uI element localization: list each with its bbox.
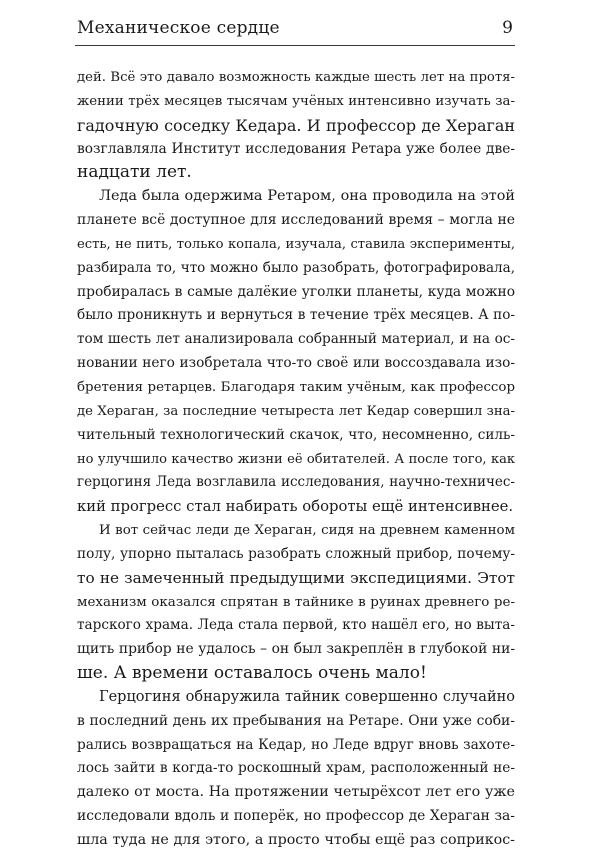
- text-line: чительный технологический скачок, что, несомненно, силь-: [77, 426, 515, 443]
- running-title: Механическое сердце: [77, 18, 280, 38]
- text-line: возглавляла Институт исследования Ретара уже более две-: [77, 140, 515, 157]
- text-line: дей. Всё это давало возможность каждые шесть лет на протя-: [77, 70, 515, 85]
- text-line: в последний день их пребывания на Ретаре. Они уже соби-: [77, 712, 515, 729]
- text-line: герцогиня Леда возглавила исследования, научно-техничес-: [77, 474, 515, 491]
- header-rule: [75, 45, 515, 46]
- text-line: рались возвращаться на Кедар, но Леде вдруг вновь захоте-: [77, 736, 515, 753]
- text-line: новании него изобретала что-то своё или воссоздавала изо-: [77, 355, 515, 372]
- text-line: полу, упорно пыталась разобрать сложный прибор, почему-: [77, 545, 515, 562]
- text-line: ше. А времени оставалось очень мало!: [77, 663, 427, 684]
- text-line: том шесть лет анализировала собранный материал, и на ос-: [77, 331, 515, 348]
- text-line: то не замеченный предыдущими экспедициями. Этот: [77, 568, 515, 587]
- paragraph-first-line: И вот сейчас леди де Хераган, сидя на древнем каменном: [99, 523, 515, 539]
- text-line: разбирала то, что можно было разобрать, фотографировала,: [77, 259, 515, 276]
- text-line: шла туда не для этого, а просто чтобы ещё раз соприкос-: [77, 832, 515, 848]
- text-line: есть, не пить, только копала, изучала, ставила эксперименты,: [77, 236, 515, 252]
- text-line: жении трёх месяцев тысячам учёных интенсивно изучать за-: [77, 93, 515, 109]
- text-line: щить прибор не удалось – он был закреплён в глубокой ни-: [77, 641, 515, 658]
- text-line: кий прогресс стал набирать обороты ещё интенсивнее.: [77, 498, 514, 516]
- text-line: далеко от моста. На протяжении четырёхсот лет его уже: [77, 784, 515, 801]
- text-line: надцати лет.: [77, 162, 192, 183]
- running-head: [77, 18, 513, 44]
- text-line: пробиралась в самые далёкие уголки планеты, куда можно: [77, 283, 515, 300]
- text-line: было проникнуть и вернуться в течение трёх месяцев. А по-: [77, 307, 515, 324]
- text-line: планете всё доступное для исследований время – могла не: [77, 212, 515, 229]
- paragraph-first-line: Герцогиня обнаружила тайник совершенно случайно: [99, 688, 515, 705]
- text-line: бретения ретарцев. Благодаря таким учёным, как профессор: [77, 379, 515, 395]
- paragraph-first-line: Леда была одержима Ретаром, она проводила на этой: [99, 188, 515, 205]
- text-line: исследовали вдоль и поперёк, но профессор де Хераган за-: [77, 808, 515, 825]
- text-line: де Хераган, за последние четыреста лет Кедар совершил зна-: [77, 403, 515, 419]
- page-number: 9: [502, 18, 513, 38]
- text-line: гадочную соседку Кедара. И профессор де Хераган: [77, 115, 515, 135]
- text-line: лось зайти в когда-то роскошный храм, расположенный не-: [77, 760, 515, 777]
- text-line: механизм оказался спрятан в тайнике в руинах древнего ре-: [77, 594, 515, 610]
- text-line: но улучшило качество жизни её обитателей. А после того, как: [77, 451, 515, 467]
- body-text: [77, 66, 515, 853]
- text-line: тарского храма. Леда стала первой, кто нашёл его, но выта-: [77, 617, 515, 634]
